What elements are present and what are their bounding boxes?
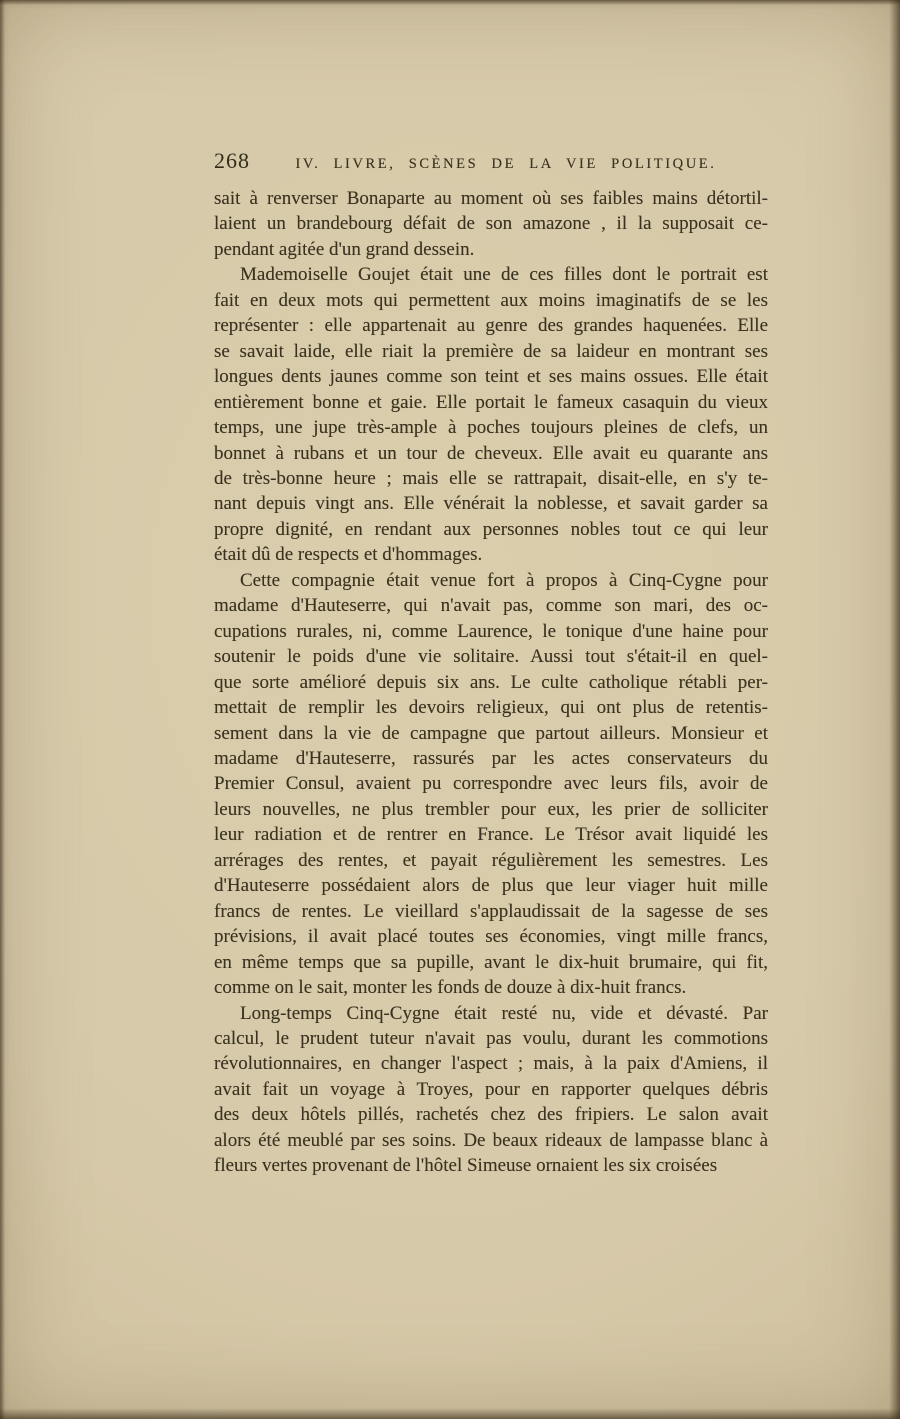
paragraph (214, 568, 768, 1001)
text-line: laient un brandebourg défait de son amazone , il la supposait ce- (214, 213, 768, 235)
text-line: arrérages des rentes, et payait régulièrement les semestres. Les (214, 849, 768, 871)
text-line: Premier Consul, avaient pu correspondre avec leurs fils, avoir de (214, 773, 768, 795)
scan-edge-top (0, 0, 900, 5)
text-line: représenter : elle appartenait au genre des grandes haquenées. Elle (214, 315, 768, 337)
text-line: mettait de remplir les devoirs religieux, qui ont plus de retentis- (214, 697, 768, 719)
text-line: Cette compagnie était venue fort à propos à Cinq-Cygne pour (240, 569, 768, 591)
text-line: pendant agitée d'un grand dessein. (214, 238, 475, 260)
text-line: propre dignité, en rendant aux personnes nobles tout ce qui leur (214, 518, 768, 540)
text-line: comme on le sait, monter les fonds de douze à dix-huit francs. (214, 977, 687, 999)
text-line: sait à renverser Bonaparte au moment où ses faibles mains détortil- (214, 188, 768, 209)
text-line: que sorte amélioré depuis six ans. Le culte catholique rétabli per- (214, 671, 768, 693)
text-line: bonnet à rubans et un tour de cheveux. Elle avait eu quarante ans (214, 442, 768, 464)
text-line: entièrement bonne et gaie. Elle portait le fameux casaquin du vieux (214, 391, 768, 413)
text-line: temps, une jupe très-ample à poches toujours pleines de clefs, un (214, 417, 768, 439)
text-line: prévisions, il avait placé toutes ses économies, vingt mille francs, (214, 926, 768, 948)
text-line: était dû de respects et d'hommages. (214, 544, 483, 566)
paragraph (214, 262, 768, 567)
text-line: fleurs vertes provenant de l'hôtel Simeuse ornaient les six croisées (214, 1155, 718, 1177)
scan-edge-right (889, 0, 900, 1419)
text-line: se savait laide, elle riait la première de sa laideur en montrant ses (214, 340, 768, 362)
text-line: leurs nouvelles, ne plus trembler pour eux, les prier de solliciter (214, 798, 768, 820)
paragraph (214, 1001, 768, 1179)
text-line: francs de rentes. Le vieillard s'applaudissait de la sagesse de ses (214, 900, 768, 922)
text-line: Mademoiselle Goujet était une de ces filles dont le portrait est (240, 264, 768, 286)
page-number: 268 (214, 148, 250, 173)
text-line: avait fait un voyage à Troyes, pour en rapporter quelques débris (214, 1078, 768, 1100)
text-line: leur radiation et de rentrer en France. Le Trésor avait liquidé les (214, 824, 768, 846)
text-line: alors été meublé par ses soins. De beaux rideaux de lampasse blanc à (214, 1129, 768, 1151)
text-line: calcul, le prudent tuteur n'avait pas voulu, durant les commotions (214, 1027, 768, 1049)
text-line: soutenir le poids d'une vie solitaire. Aussi tout s'était-il en quel- (214, 646, 768, 668)
text-line: de très-bonne heure ; mais elle se rattrapait, disait-elle, en s'y te- (214, 467, 768, 489)
page-header (214, 148, 768, 174)
text-line: révolutionnaires, en changer l'aspect ; mais, à la paix d'Amiens, il (214, 1053, 768, 1075)
text-line: des deux hôtels pillés, rachetés chez des fripiers. Le salon avait (214, 1104, 768, 1126)
page-body (214, 186, 768, 1179)
text-line: Long-temps Cinq-Cygne était resté nu, vide et dévasté. Par (240, 1002, 768, 1024)
text-block (214, 148, 768, 1179)
scan-edge-bottom (0, 1408, 900, 1419)
paragraph (214, 186, 768, 262)
running-head: IV. LIVRE, SCÈNES DE LA VIE POLITIQUE. (295, 156, 717, 172)
text-line: longues dents jaunes comme son teint et ses mains ossues. Elle était (214, 366, 768, 388)
text-line: fait en deux mots qui permettent aux moins imaginatifs de se les (214, 289, 768, 311)
text-line: madame d'Hauteserre, qui n'avait pas, comme son mari, des oc- (214, 595, 768, 617)
text-line: nant depuis vingt ans. Elle vénérait la noblesse, et savait garder sa (214, 493, 768, 515)
text-line: sement dans la vie de campagne que partout ailleurs. Monsieur et (214, 722, 768, 744)
text-line: madame d'Hauteserre, rassurés par les actes conservateurs du (214, 747, 768, 769)
scan-edge-left (0, 0, 5, 1419)
text-line: en même temps que sa pupille, avant le dix-huit brumaire, qui fit, (214, 951, 768, 973)
text-line: d'Hauteserre possédaient alors de plus que leur viager huit mille (214, 875, 768, 897)
text-line: cupations rurales, ni, comme Laurence, le tonique d'une haine pour (214, 620, 768, 642)
